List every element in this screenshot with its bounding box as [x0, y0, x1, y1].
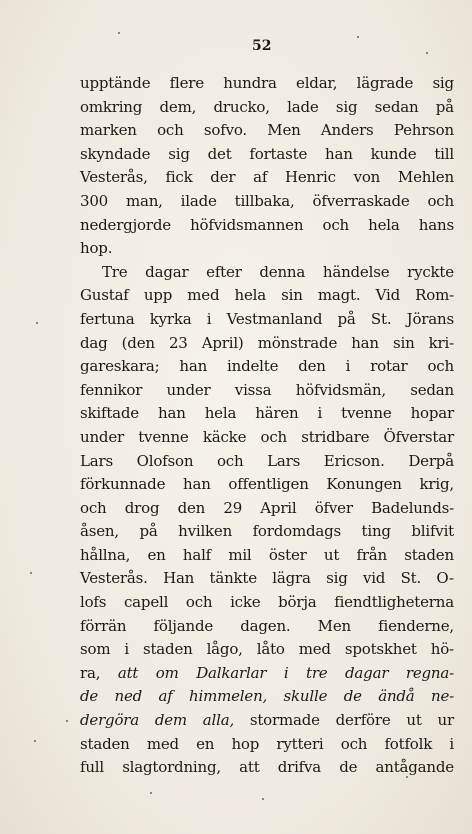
word: med — [187, 286, 220, 305]
text-line — [80, 426, 454, 450]
word: kri- — [428, 333, 454, 352]
word: ut — [406, 711, 422, 730]
word: blifvit — [411, 522, 454, 541]
text-line — [80, 591, 454, 615]
word: fick — [165, 168, 193, 187]
text-line — [80, 520, 454, 544]
word: de — [80, 687, 99, 706]
word: sin — [281, 286, 303, 305]
word: capell — [123, 593, 169, 612]
word: Ericson. — [323, 451, 385, 470]
word: ilade — [180, 191, 217, 210]
word: Han — [163, 569, 195, 588]
word: i — [449, 734, 454, 753]
text-line — [80, 284, 454, 308]
word: staden — [142, 640, 193, 659]
word: i — [124, 640, 129, 659]
word: Dalkarlar — [196, 663, 267, 682]
word: alla, — [202, 711, 235, 730]
word: och — [216, 451, 244, 470]
word: Tre — [102, 262, 128, 281]
text-line — [80, 261, 454, 285]
word: till — [434, 144, 454, 163]
word: Men — [267, 121, 301, 140]
word: April) — [201, 333, 244, 352]
word: tre — [306, 663, 328, 682]
word: icke — [230, 593, 261, 612]
word: drog — [124, 498, 160, 517]
text-line — [80, 497, 454, 521]
word: han — [325, 144, 353, 163]
word: sedan — [410, 380, 454, 399]
word: lägrade — [356, 74, 414, 92]
word: vid — [362, 569, 386, 588]
text-line — [80, 166, 454, 190]
word: fortaste — [249, 144, 308, 163]
word: skiftade — [80, 404, 139, 423]
text-line — [80, 638, 454, 662]
text-line — [80, 237, 454, 261]
word: tillbaka, — [234, 191, 295, 210]
word: magt. — [317, 286, 361, 305]
word: följande — [153, 616, 214, 635]
word: han — [158, 404, 186, 423]
word: han — [179, 357, 208, 376]
word: gareskara; — [80, 357, 160, 376]
word: på — [337, 309, 356, 328]
word: i — [317, 404, 323, 423]
word: derföre — [335, 711, 391, 730]
word: hela — [368, 215, 400, 234]
word: Badelunds- — [371, 498, 454, 517]
word: antågande — [375, 758, 454, 777]
word: stormade — [249, 711, 320, 730]
word: Konungen — [326, 475, 402, 494]
text-line — [80, 662, 454, 686]
word: att — [117, 663, 139, 682]
word: och — [340, 734, 368, 753]
word: indelte — [227, 357, 279, 376]
word: upp — [143, 286, 173, 305]
word: Lars — [80, 451, 113, 470]
word: rotar — [370, 357, 408, 376]
word: Mehlen — [397, 168, 454, 187]
word: tvenne — [138, 427, 189, 446]
word: omkring — [80, 97, 143, 116]
word: med — [298, 640, 331, 659]
word: hvilken — [178, 522, 233, 541]
word: händelse — [322, 262, 390, 281]
word: under — [166, 380, 211, 399]
word: om — [155, 663, 179, 682]
word: Olofson — [136, 451, 194, 470]
word: fienderne, — [378, 616, 454, 635]
text-line — [80, 332, 454, 356]
word: åsen, — [80, 522, 119, 541]
word: hans — [418, 215, 454, 234]
word: (den — [121, 333, 155, 352]
word: af — [158, 687, 173, 706]
word: och — [427, 357, 454, 376]
word: man, — [125, 191, 163, 210]
word: offentligen — [228, 475, 309, 494]
text-line — [80, 450, 454, 474]
word: Jörans — [406, 309, 454, 328]
word: ur — [437, 711, 454, 730]
word: sig — [335, 97, 358, 116]
word: skulle — [283, 687, 328, 706]
word: nedergjorde — [80, 215, 171, 234]
word: en — [196, 734, 215, 753]
scan-speck — [406, 776, 408, 778]
word: April — [260, 498, 297, 517]
text-line — [80, 96, 454, 120]
word: öfverraskade — [312, 191, 410, 210]
word: sig — [326, 569, 348, 588]
word: öfver — [314, 498, 353, 517]
word: och — [427, 191, 454, 210]
word: dagar — [145, 262, 189, 281]
word: sig — [168, 144, 190, 163]
text-line — [80, 473, 454, 497]
word: hö- — [430, 640, 454, 659]
word: fotfolk — [384, 734, 433, 753]
word: låto — [256, 640, 285, 659]
word: staden — [404, 545, 454, 564]
word: efter — [206, 262, 242, 281]
word: ting — [361, 522, 391, 541]
word: lade — [287, 97, 319, 116]
word: Rom- — [415, 286, 454, 305]
word: dagar — [345, 663, 389, 682]
word: kunde — [370, 144, 417, 163]
word: af — [253, 168, 268, 187]
word: han — [351, 333, 379, 352]
word: ut — [323, 545, 340, 564]
text-line — [80, 308, 454, 332]
word: denna — [259, 262, 306, 281]
word: Öfverstar — [383, 427, 454, 446]
word: dergöra — [80, 711, 139, 730]
word: Vesterås, — [80, 168, 148, 187]
word: vissa — [234, 380, 272, 399]
word: den — [298, 357, 326, 376]
word: förrän — [80, 616, 127, 635]
word: ändå — [378, 687, 415, 706]
word: Men — [317, 616, 351, 635]
word: lägra — [272, 569, 311, 588]
word: börja — [278, 593, 317, 612]
word: Vid — [375, 286, 400, 305]
word: de — [343, 687, 362, 706]
word: tänkte — [209, 569, 257, 588]
word: drucko, — [213, 97, 270, 116]
word: dag — [80, 333, 108, 352]
word: sin — [392, 333, 415, 352]
word: hela — [234, 286, 266, 305]
word: han — [183, 475, 211, 494]
page-number: 52 — [252, 38, 272, 54]
word: krig, — [419, 475, 454, 494]
word: med — [146, 734, 179, 753]
word: sig — [432, 74, 454, 92]
word: sedan — [374, 97, 419, 116]
body-text — [80, 72, 454, 780]
word: fiendtligheterna — [334, 593, 454, 612]
word: hop. — [80, 239, 113, 258]
word: och — [80, 498, 107, 517]
word: O- — [436, 569, 454, 588]
scan-speck — [34, 740, 36, 742]
word: Gustaf — [80, 286, 129, 305]
text-line — [80, 685, 454, 709]
word: Vestmanland — [226, 309, 323, 328]
word: slagtordning, — [122, 758, 221, 777]
word: full — [80, 758, 105, 777]
word: och — [322, 215, 349, 234]
word: i — [345, 357, 351, 376]
word: hållna, — [80, 545, 131, 564]
text-line — [80, 709, 454, 733]
text-line — [80, 119, 454, 143]
text-line — [80, 214, 454, 238]
scan-speck — [262, 798, 264, 800]
text-line — [80, 733, 454, 757]
word: Henric — [285, 168, 336, 187]
word: Pehrson — [393, 121, 454, 140]
word: ryckte — [407, 262, 454, 281]
scan-speck — [66, 720, 68, 722]
word: half — [182, 545, 212, 564]
word: en — [147, 545, 166, 564]
word: i — [206, 309, 212, 328]
text-line — [80, 355, 454, 379]
word: mil — [228, 545, 252, 564]
word: drifva — [277, 758, 322, 777]
text-line — [80, 72, 454, 96]
word: himmelen, — [189, 687, 268, 706]
word: på — [435, 97, 454, 116]
word: 29 — [223, 498, 243, 517]
text-line — [80, 379, 454, 403]
word: att — [239, 758, 260, 777]
text-line — [80, 567, 454, 591]
word: 23 — [168, 333, 188, 352]
word: sofvo. — [203, 121, 247, 140]
word: regna- — [405, 663, 454, 682]
word: under — [80, 427, 124, 446]
word: ra, — [80, 663, 101, 682]
word: hop — [231, 734, 260, 753]
word: Derpå — [408, 451, 454, 470]
word: kyrka — [149, 309, 192, 328]
word: det — [207, 144, 232, 163]
word: fennikor — [80, 380, 143, 399]
text-line — [80, 544, 454, 568]
word: ne- — [430, 687, 454, 706]
word: hären — [255, 404, 299, 423]
word: marken — [80, 121, 137, 140]
word: stridbare — [301, 427, 370, 446]
word: på — [139, 522, 158, 541]
word: 300 — [80, 191, 109, 210]
word: hundra — [223, 74, 277, 92]
word: Anders — [320, 121, 374, 140]
word: tvenne — [341, 404, 392, 423]
word: från — [356, 545, 388, 564]
word: i — [283, 663, 289, 682]
text-line — [80, 756, 454, 780]
word: skyndade — [80, 144, 151, 163]
text-line — [80, 402, 454, 426]
text-line — [80, 190, 454, 214]
word: upptände — [80, 74, 151, 92]
word: höfvidsmän, — [295, 380, 386, 399]
word: och — [157, 121, 184, 140]
word: öster — [268, 545, 307, 564]
word: Vesterås. — [80, 569, 148, 588]
word: dem, — [159, 97, 197, 116]
word: St. — [400, 569, 422, 588]
word: och — [260, 427, 287, 446]
scan-speck — [150, 792, 152, 794]
word: flere — [169, 74, 204, 92]
scan-speck — [118, 32, 120, 34]
word: von — [353, 168, 381, 187]
word: der — [210, 168, 236, 187]
word: hela — [204, 404, 237, 423]
word: hopar — [410, 404, 454, 423]
text-line — [80, 615, 454, 639]
word: Lars — [267, 451, 301, 470]
word: mönstrade — [257, 333, 338, 352]
word: höfvidsmannen — [190, 215, 304, 234]
word: fertuna — [80, 309, 135, 328]
word: förkunnade — [80, 475, 166, 494]
scan-speck — [30, 572, 32, 574]
text-line — [80, 143, 454, 167]
word: spotskhet — [344, 640, 417, 659]
word: käcke — [202, 427, 247, 446]
word: St. — [370, 309, 392, 328]
scan-speck — [36, 322, 38, 324]
word: rytteri — [276, 734, 324, 753]
word: ned — [114, 687, 143, 706]
word: de — [339, 758, 358, 777]
word: fordomdags — [252, 522, 342, 541]
word: och — [185, 593, 213, 612]
word: dagen. — [240, 616, 291, 635]
word: den — [177, 498, 206, 517]
scan-speck — [357, 36, 359, 38]
word: staden — [80, 734, 130, 753]
scan-speck — [426, 52, 428, 54]
word: som — [80, 640, 111, 659]
word: eldar, — [296, 74, 338, 92]
word: dem — [154, 711, 187, 730]
word: lågo, — [206, 640, 243, 659]
word: lofs — [80, 593, 107, 612]
